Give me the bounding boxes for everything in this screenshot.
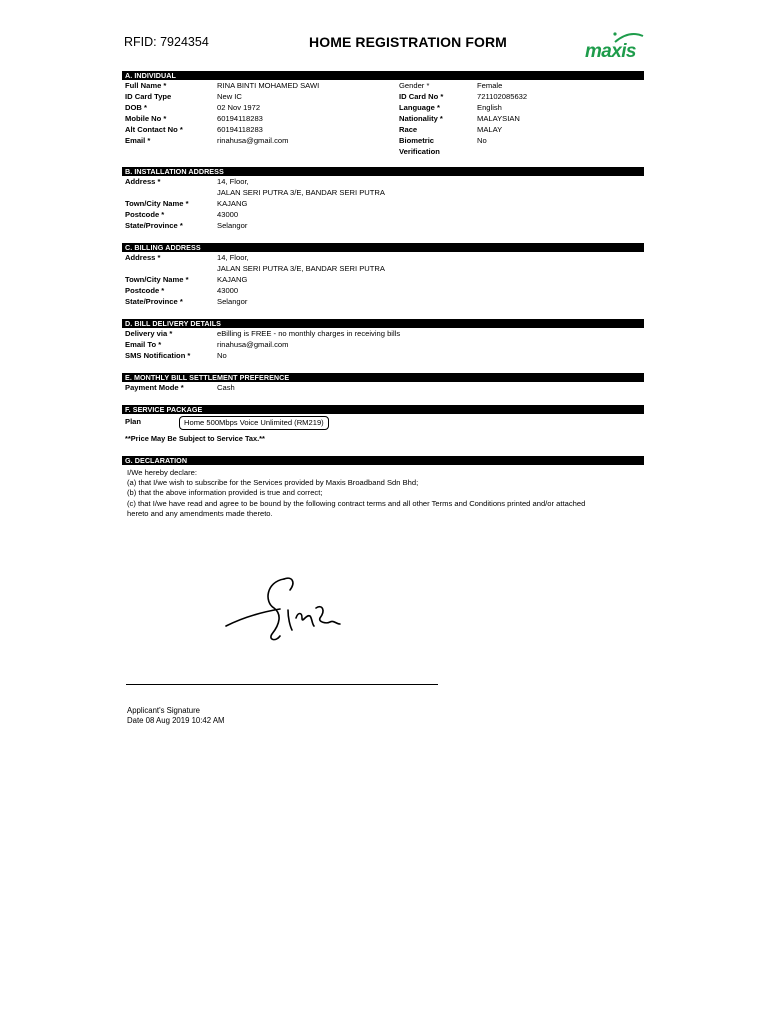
section-billing-address (122, 243, 644, 307)
section-individual (122, 71, 644, 157)
sms-label: SMS Notification * (125, 351, 191, 360)
declaration-line: (b) that the above information provided is true and correct; (127, 488, 323, 498)
section-service-package (122, 405, 644, 431)
mobile-value: 60194118283 (217, 114, 263, 123)
price-note: **Price May Be Subject to Service Tax.** (125, 434, 265, 443)
address-line-2: JALAN SERI PUTRA 3/E, BANDAR SERI PUTRA (217, 264, 385, 273)
gender-value: Female (477, 81, 503, 90)
section-heading: F. SERVICE PACKAGE (122, 405, 644, 414)
id-no-value: 721102085632 (477, 92, 528, 101)
biometric-label: Biometric (399, 136, 435, 145)
state-label: State/Province * (125, 297, 183, 306)
postcode-value: 43000 (217, 210, 239, 219)
declaration-text (127, 468, 647, 519)
id-type-label: ID Card Type (125, 92, 172, 101)
row-email (122, 135, 644, 146)
section-bill-settlement (122, 373, 644, 393)
town-label: Town/City Name * (125, 275, 189, 284)
delivery-via-value: eBilling is FREE - no monthly charges in receiving bills (217, 329, 401, 338)
state-value: Selangor (217, 297, 248, 306)
row-plan (122, 416, 644, 431)
email-to-label: Email To * (125, 340, 162, 349)
section-heading: E. MONTHLY BILL SETTLEMENT PREFERENCE (122, 373, 644, 382)
section-heading: A. INDIVIDUAL (122, 71, 644, 80)
row-id-type (122, 91, 644, 102)
section-heading: G. DECLARATION (122, 456, 644, 465)
signature-line (126, 684, 438, 685)
section-heading: D. BILL DELIVERY DETAILS (122, 319, 644, 328)
signature-block (127, 706, 225, 726)
id-no-label: ID Card No * (399, 92, 444, 101)
row-state (122, 220, 644, 231)
postcode-value: 43000 (217, 286, 239, 295)
email-value: rinahusa@gmail.com (217, 136, 289, 145)
row-mobile (122, 113, 644, 124)
full-name-value: RINA BINTI MOHAMED SAWI (217, 81, 320, 90)
row-sms (122, 350, 644, 361)
row-address-2 (122, 187, 644, 198)
section-bill-delivery (122, 319, 644, 361)
town-label: Town/City Name * (125, 199, 189, 208)
rfid-number: RFID: 7924354 (124, 35, 209, 49)
gender-label: Gender * (399, 81, 430, 90)
dob-label: DOB * (125, 103, 147, 112)
row-postcode (122, 285, 644, 296)
declaration-line: hereto and any amendments made thereto. (127, 508, 273, 518)
row-address (122, 252, 644, 263)
race-value: MALAY (477, 125, 503, 134)
section-heading: C. BILLING ADDRESS (122, 243, 644, 252)
maxis-logo (585, 30, 647, 64)
full-name-label: Full Name * (125, 81, 167, 90)
nationality-value: MALAYSIAN (477, 114, 520, 123)
row-postcode (122, 209, 644, 220)
state-label: State/Province * (125, 221, 183, 230)
section-installation-address (122, 167, 644, 231)
row-town (122, 198, 644, 209)
postcode-label: Postcode * (125, 286, 165, 295)
biometric-label-cont: Verification (399, 147, 440, 156)
sms-value: No (217, 351, 227, 360)
row-payment-mode (122, 382, 644, 393)
dob-value: 02 Nov 1972 (217, 103, 261, 112)
address-line-1: 14, Floor, (217, 177, 249, 186)
language-label: Language * (399, 103, 440, 112)
address-label: Address * (125, 177, 161, 186)
town-value: KAJANG (217, 275, 248, 284)
town-value: KAJANG (217, 199, 248, 208)
row-alt-contact (122, 124, 644, 135)
mobile-label: Mobile No * (125, 114, 167, 123)
alt-contact-value: 60194118283 (217, 125, 263, 134)
signature-date: Date 08 Aug 2019 10:42 AM (127, 716, 225, 725)
payment-mode-value: Cash (217, 383, 235, 392)
declaration-line: I/We hereby declare: (127, 468, 197, 477)
row-dob (122, 102, 644, 113)
row-delivery-via (122, 328, 644, 339)
row-email-to (122, 339, 644, 350)
address-label: Address * (125, 253, 161, 262)
alt-contact-label: Alt Contact No * (125, 125, 183, 134)
declaration-line: (c) that I/we have read and agree to be bound by the following contract terms and all other Terms and Conditions printed and/or attached (127, 498, 586, 508)
signature-label: Applicant's Signature (127, 706, 201, 715)
biometric-value: No (477, 136, 487, 145)
id-type-value: New IC (217, 92, 242, 101)
handwritten-signature (222, 574, 352, 649)
row-address-2 (122, 263, 644, 274)
email-label: Email * (125, 136, 151, 145)
address-line-2: JALAN SERI PUTRA 3/E, BANDAR SERI PUTRA (217, 188, 385, 197)
postcode-label: Postcode * (125, 210, 165, 219)
declaration-line: (a) that I/we wish to subscribe for the Services provided by Maxis Broadband Sdn Bhd; (127, 478, 419, 488)
delivery-via-label: Delivery via * (125, 329, 173, 338)
payment-mode-label: Payment Mode * (125, 383, 184, 392)
row-address (122, 176, 644, 187)
nationality-label: Nationality * (399, 114, 443, 123)
row-town (122, 274, 644, 285)
row-biometric-cont (122, 146, 644, 157)
state-value: Selangor (217, 221, 248, 230)
race-label: Race (399, 125, 418, 134)
row-state (122, 296, 644, 307)
section-heading: B. INSTALLATION ADDRESS (122, 167, 644, 176)
form-title: HOME REGISTRATION FORM (309, 34, 507, 50)
language-value: English (477, 103, 502, 112)
plan-value: Home 500Mbps Voice Unlimited (RM219) (179, 416, 329, 430)
section-declaration (122, 456, 644, 465)
email-to-value: rinahusa@gmail.com (217, 340, 289, 349)
address-line-1: 14, Floor, (217, 253, 249, 262)
row-full-name (122, 80, 644, 91)
plan-label: Plan (125, 417, 142, 426)
logo-text: maxis (585, 41, 636, 62)
